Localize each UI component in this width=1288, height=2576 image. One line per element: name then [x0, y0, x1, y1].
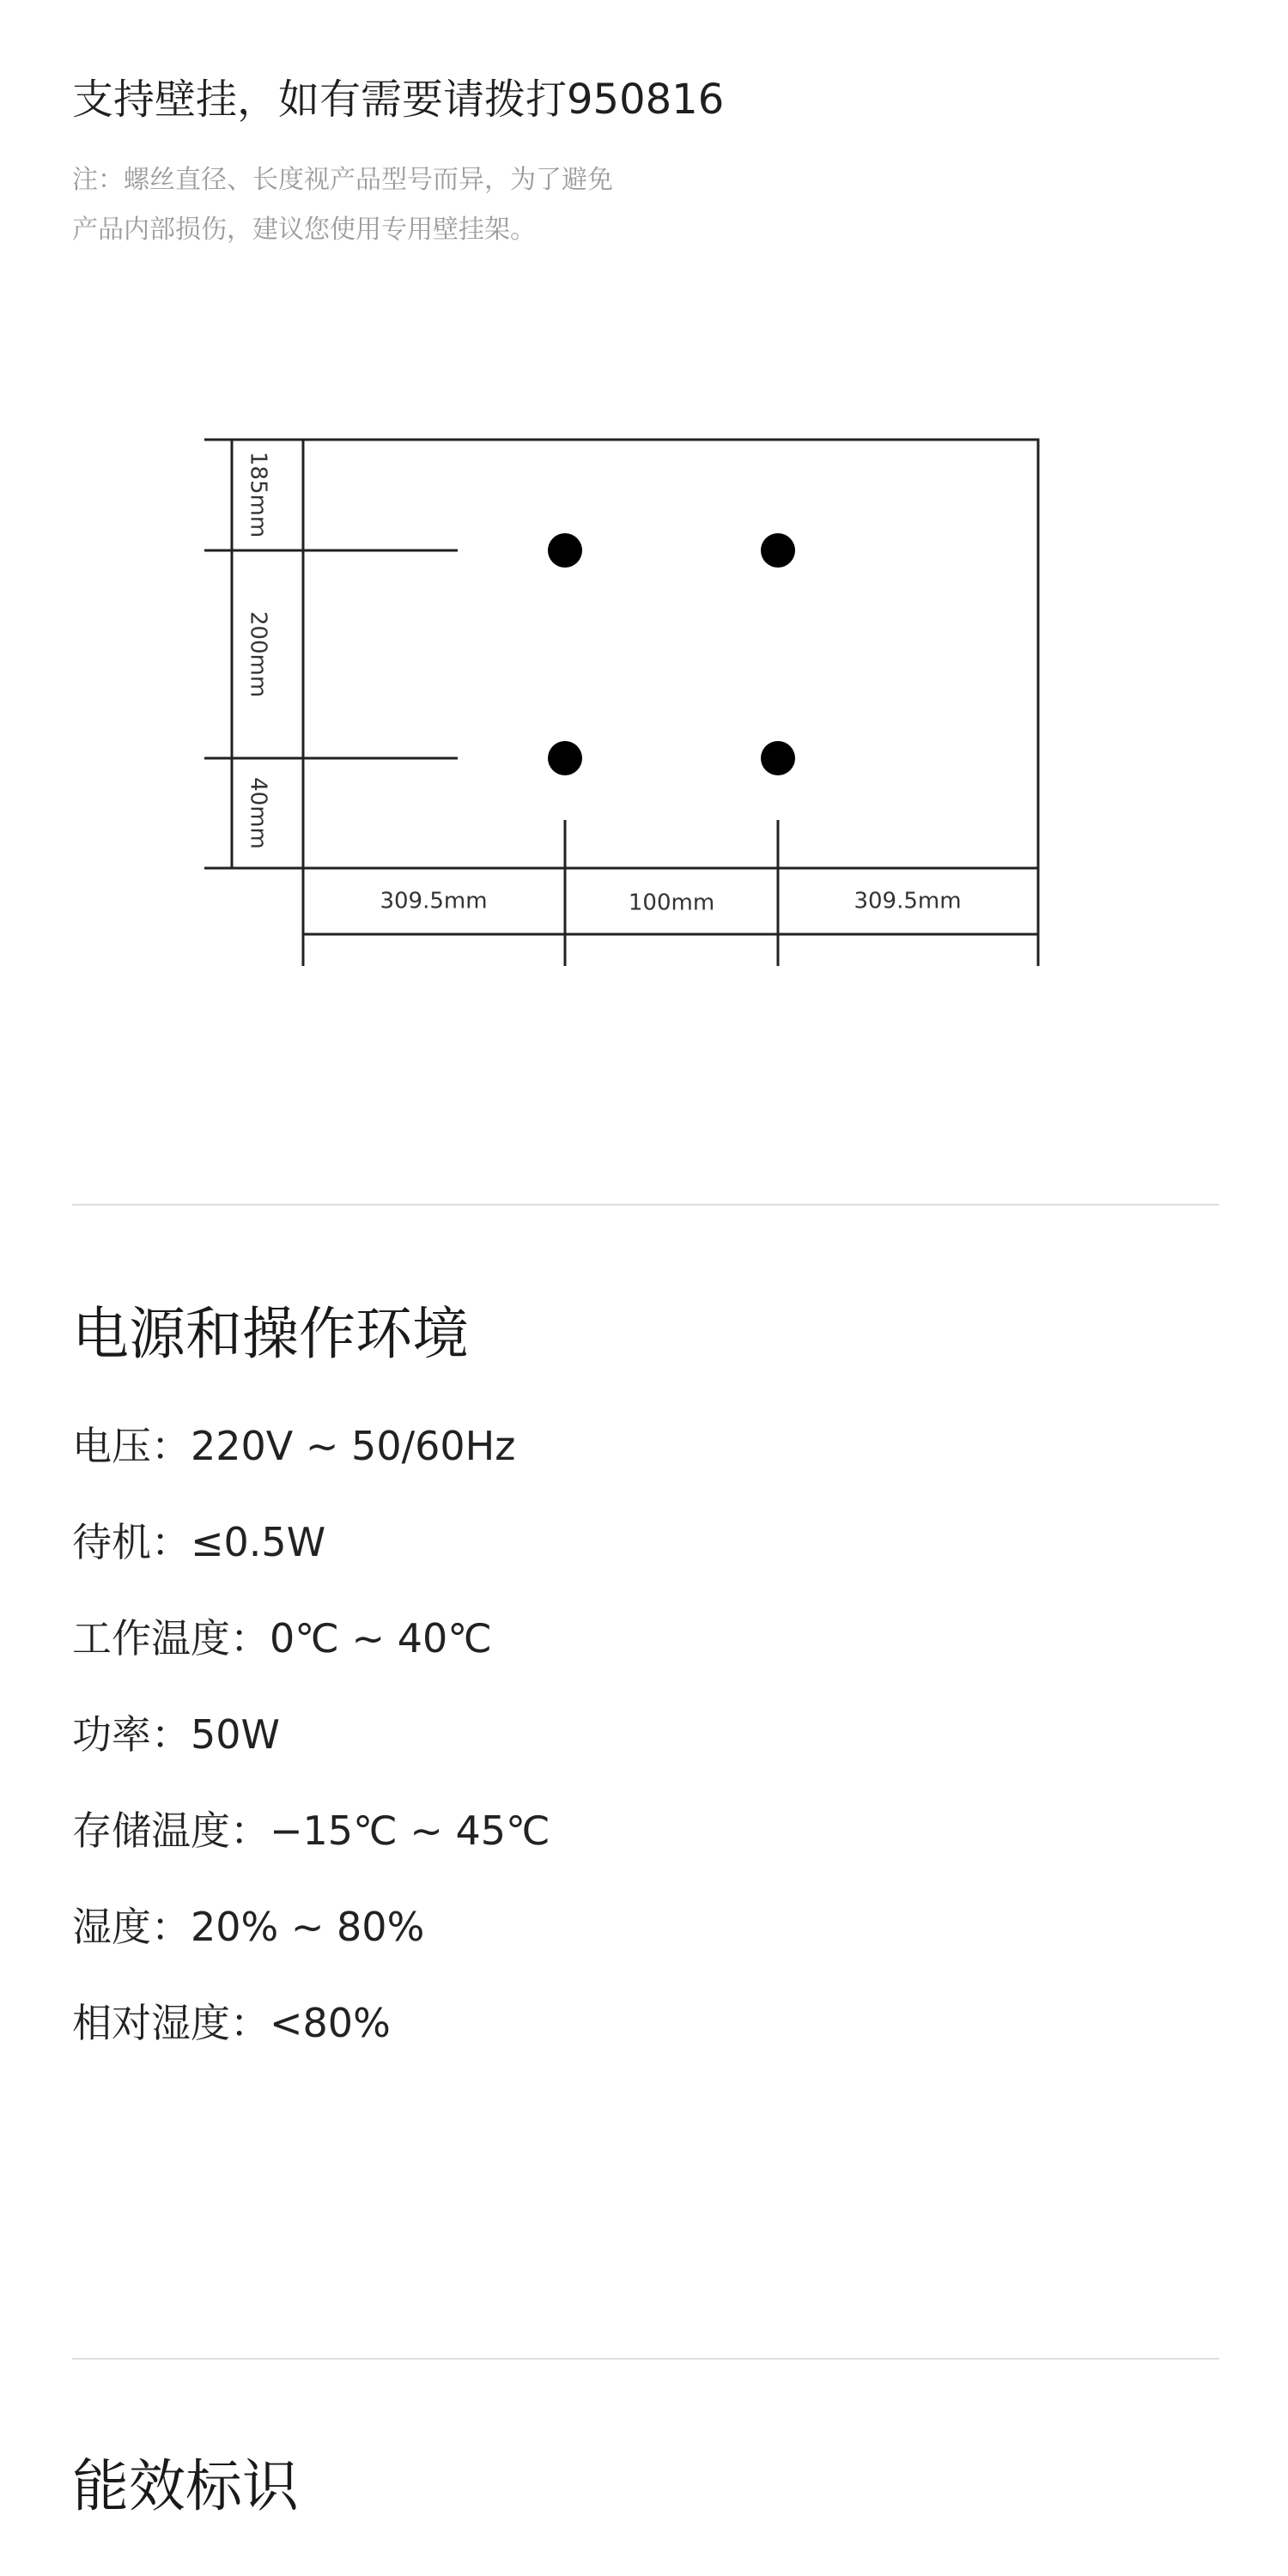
section-divider	[72, 2358, 1219, 2360]
wall-mount-diagram	[0, 0, 1288, 987]
mount-hole-top-left	[548, 533, 582, 568]
mount-hole-bottom-left	[548, 741, 582, 775]
section-divider	[72, 1204, 1219, 1206]
spec-storage-temperature: 存储温度：−15℃ ~ 45℃	[72, 1807, 550, 1854]
dim-label-200: 200mm	[245, 611, 271, 698]
dim-label-right-309: 309.5mm	[854, 888, 962, 914]
spec-relative-humidity: 相对湿度：<80%	[72, 2000, 391, 2046]
mount-note-line-2: 产品内部损伤，建议您使用专用壁挂架。	[72, 215, 536, 245]
dim-label-100: 100mm	[628, 890, 715, 916]
dim-label-left-309: 309.5mm	[380, 888, 488, 914]
spec-power: 功率：50W	[72, 1711, 281, 1758]
power-spec-list	[72, 1419, 550, 2092]
tv-outline	[303, 440, 1038, 868]
wall-mount-title: 支持壁挂，如有需要请拨打950816	[72, 76, 725, 124]
spec-voltage: 电压：220V ~ 50/60Hz	[72, 1423, 516, 1469]
dim-label-40: 40mm	[245, 777, 271, 849]
energy-label-heading: 能效标识	[72, 2453, 299, 2519]
spec-operating-temperature: 工作温度：0℃ ~ 40℃	[72, 1615, 492, 1662]
mount-hole-bottom-right	[761, 741, 795, 775]
mount-hole-top-right	[761, 533, 795, 568]
spec-humidity: 湿度：20% ~ 80%	[72, 1904, 425, 1950]
mount-note-line-1: 注：螺丝直径、长度视产品型号而异，为了避免	[72, 165, 613, 195]
spec-standby: 待机：≤0.5W	[72, 1519, 326, 1565]
dim-label-185: 185mm	[245, 451, 271, 538]
power-section-heading: 电源和操作环境	[72, 1301, 469, 1367]
